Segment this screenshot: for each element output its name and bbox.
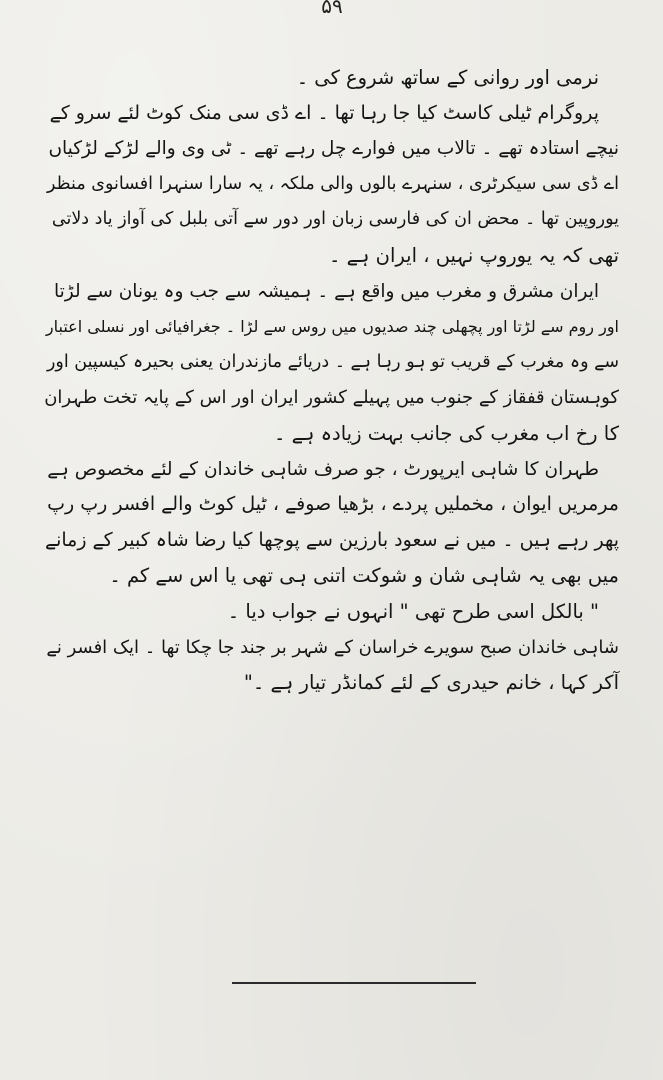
text-line: مرمریں ایوان ، مخملیں پردے ، بڑھیا صوفے ، ٹیل کوٹ والے افسر رپ رپ — [47, 493, 619, 516]
text-line: یوروپین تھا ۔ محض ان کی فارسی زبان اور دور سے آتی بلبل کی آواز یاد دلاتی — [51, 209, 619, 230]
text-line: اور روم سے لڑتا اور پچھلی چند صدیوں میں روس سے لڑا ۔ جغرافیائی اور نسلی اعتبار — [45, 317, 619, 337]
text-line: اے ڈی سی سیکرٹری ، سنہرے بالوں والی ملکہ ، یہ سارا سنہرا افسانوی منظر — [47, 173, 619, 194]
page-number: ۵۹ — [321, 0, 343, 18]
text-line: تھی کہ یہ یوروپ نہیں ، ایران ہے ۔ — [328, 243, 619, 267]
text-line: کوہستان قفقاز کے جنوب میں پہیلے کشور ایران اور اس کے پایہ تخت طہران — [44, 387, 619, 409]
text-line: سے وہ مغرب کے قریب تو ہو رہا ہے ۔ دریائے مازندران یعنی بحیرہ کیسپین اور — [46, 351, 619, 372]
text-line: آکر کہا ، خانم حیدری کے لئے کمانڈر تیار ہے ۔" — [243, 671, 619, 695]
text-line: پھر رہے ہیں ۔ میں نے سعود بارزین سے پوچھا کیا رضا شاہ کبیر کے زمانے — [44, 528, 619, 551]
text-line: پروگرام ٹیلی کاسٹ کیا جا رہا تھا ۔ اے ڈی سی منک کوٹ لئے سرو کے — [49, 101, 599, 124]
text-line: " بالکل اسی طرح تھی " انہوں نے جواب دیا ۔ — [227, 599, 599, 623]
text-line: شاہی خاندان صبح سویرے خراسان کے شہر بر جند جا چکا تھا ۔ ایک افسر نے — [46, 636, 619, 658]
text-line: نرمی اور روانی کے ساتھ شروع کی ۔ — [296, 66, 599, 89]
text-line: میں بھی یہ شاہی شان و شوکت اتنی ہی تھی یا اس سے کم ۔ — [109, 564, 619, 588]
urdu-text-body — [44, 60, 619, 701]
text-line: طہران کا شاہی ایرپورٹ ، جو صرف شاہی خاندان کے لئے مخصوص ہے — [47, 458, 599, 480]
end-rule — [232, 982, 476, 984]
text-line: نیچے استادہ تھے ۔ تالاب میں فوارے چل رہے تھے ۔ ٹی وی والے لڑکے لڑکیاں — [48, 138, 619, 160]
text-line: کا رخ اب مغرب کی جانب بہت زیادہ ہے ۔ — [273, 421, 619, 445]
text-line: ایران مشرق و مغرب میں واقع ہے ۔ ہمیشہ سے جب وہ یونان سے لڑتا — [53, 280, 599, 302]
